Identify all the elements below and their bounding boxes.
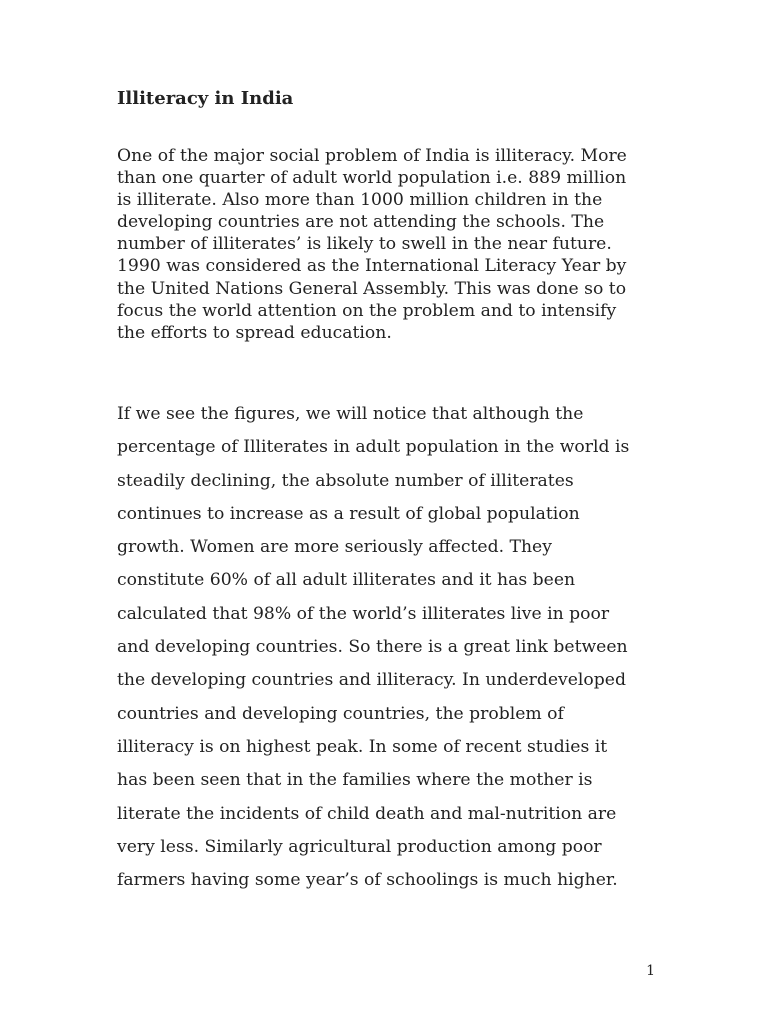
paragraph-line: very less. Similarly agricultural production among poor bbox=[117, 836, 602, 857]
paragraph-line: the efforts to spread education. bbox=[117, 322, 392, 343]
paragraph-line: literate the incidents of child death and mal-nutrition are bbox=[117, 803, 617, 824]
paragraph-line: 1990 was considered as the International Literacy Year by bbox=[117, 256, 627, 277]
paragraph-line: countries and developing countries, the problem of bbox=[117, 703, 564, 724]
paragraph-line: illiteracy is on highest peak. In some of recent studies it bbox=[117, 736, 608, 757]
paragraph-line: growth. Women are more seriously affected. They bbox=[117, 537, 552, 558]
paragraph-figures bbox=[117, 398, 677, 897]
paragraph-line: If we see the figures, we will notice that although the bbox=[117, 404, 584, 424]
paragraph-line: is illiterate. Also more than 1000 million children in the bbox=[117, 190, 603, 211]
paragraph-line: One of the major social problem of India is illiteracy. More bbox=[117, 146, 627, 166]
document-title: Illiteracy in India bbox=[117, 88, 294, 109]
paragraph-line: and developing countries. So there is a great link between bbox=[117, 637, 628, 658]
paragraph-line: calculated that 98% of the world’s illiterates live in poor bbox=[117, 603, 610, 624]
paragraph-line: steadily declining, the absolute number of illiterates bbox=[117, 470, 574, 491]
paragraph-line: developing countries are not attending the schools. The bbox=[117, 212, 605, 233]
paragraph-line: continues to increase as a result of global population bbox=[117, 503, 580, 524]
paragraph-line: has been seen that in the families where the mother is bbox=[117, 770, 593, 791]
page-number: 1 bbox=[646, 963, 655, 979]
paragraph-line: focus the world attention on the problem and to intensify bbox=[117, 300, 617, 321]
paragraph-line: than one quarter of adult world population i.e. 889 million bbox=[117, 168, 627, 189]
paragraph-line: the United Nations General Assembly. This was done so to bbox=[117, 278, 627, 299]
paragraph-line: number of illiterates’ is likely to swell in the near future. bbox=[117, 234, 612, 255]
paragraph-line: percentage of Illiterates in adult population in the world is bbox=[117, 437, 630, 458]
paragraph-intro bbox=[117, 145, 677, 344]
paragraph-line: farmers having some year’s of schoolings is much higher. bbox=[117, 870, 618, 891]
paragraph-line: the developing countries and illiteracy. In underdeveloped bbox=[117, 670, 626, 691]
paragraph-line: constitute 60% of all adult illiterates and it has been bbox=[117, 570, 576, 591]
